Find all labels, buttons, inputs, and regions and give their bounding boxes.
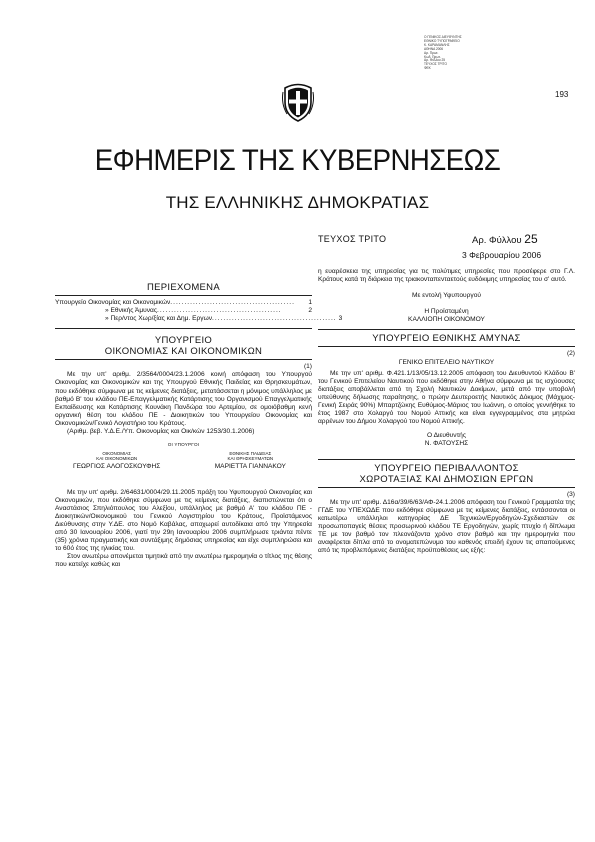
toc-entry: [55, 315, 343, 323]
stamp-line: Αρ. Πρωτ.: [424, 50, 439, 55]
section-heading-ministry-finance: ΥΠΟΥΡΓΕΙΟ: [154, 335, 213, 347]
toc-entry: [55, 307, 312, 315]
toc-leader: ............................................: [157, 307, 282, 315]
divider: [55, 328, 312, 329]
divider: [318, 487, 575, 488]
divider: [318, 459, 575, 460]
section-heading-ministry-defence: ΥΠΟΥΡΓΕΙΟ ΕΘΝΙΚΗΣ ΑΜΥΝΑΣ: [372, 333, 521, 345]
issue-type: ΤΕΥΧΟΣ ΤΡΙΤΟ: [318, 234, 387, 244]
item-number: (1): [303, 363, 312, 371]
sheet-value: 25: [524, 232, 538, 246]
ministers-heading: ΟΙ ΥΠΟΥΡΓΟΙ: [167, 442, 200, 448]
divider: [55, 359, 312, 360]
signature-right: [189, 451, 312, 470]
signatory-name: ΓΕΩΡΓΙΟΣ ΑΛΟΓΟΣΚΟΥΦΗΣ: [72, 462, 161, 470]
signatory-title: ΚΑΙ ΟΙΚΟΝΟΜΙΚΩΝ: [96, 456, 138, 462]
signature-left: [55, 451, 178, 470]
signatory-title: Ο Διευθυντής: [426, 432, 467, 440]
toc-page: 3: [338, 315, 343, 323]
continued-paragraph: η ευαρέσκεια της υπηρεσίας για τις πολύτιμες υπηρεσίες που προσέφερε στο Γ.Λ. Κράτους κατά τη διάρκεια της τριακονταπενταετούς ευδόκιμης υπηρεσίας του σ' αυτό.: [318, 268, 575, 284]
toc-leader: ............................................: [170, 299, 295, 306]
signatory-name: ΜΑΡΙΕΤΤΑ ΓΙΑΝΝΑΚΟΥ: [214, 462, 286, 470]
stamp-line: ΦΕΚ: [424, 66, 431, 71]
signatory-title: ΟΙΚΟΝΟΜΙΑΣ: [102, 451, 131, 457]
issue-date: 3 Φεβρουαρίου 2006: [462, 250, 542, 260]
publisher-stamp: [424, 36, 480, 71]
item-number: (2): [566, 350, 575, 358]
sub-heading: ΓΕΝΙΚΟ ΕΠΙΤΕΛΕΙΟ ΝΑΥΤΙΚΟΥ: [398, 358, 495, 366]
decision-paragraph: Με την υπ' αριθμ. 2/64631/0004/29.11.2005 πράξη του Υφυπουργού Οικονομίας και Οικονομικών, που εκδόθηκε σύμφωνα με τις κείμενες διατάξεις, διαπιστώνεται ότι ο Αναστάσιος Σπηλιόπουλος του Αλεξίου, υπάλληλος με βαθμό Α' του κλάδου ΠΕ - Διοικητικών/Οικονομικού του Γενικού Λογιστηρίου του Κράτους, Προϊστάμενος Διεύθυνσης στην Υ.ΔΕ. στο Νομό Καβάλας, αποχωρεί αυτοδίκαια από την Υπηρεσία από 30 Ιανουαρίου 2006, γιατί την 29η Ιανουαρίου 2006 συμπλήρωσε τριάντα πέντε (35) χρόνια πραγματικής και συντάξιμης δημόσιας υπηρεσίας και είχε συμπληρώσει και το 60ό έτος της ηλικίας του.: [55, 488, 312, 553]
ministers-signatures: [55, 451, 312, 470]
gazette-title: ΕΦΗΜΕΡΙΣ ΤΗΣ ΚΥΒΕΡΝΗΣΕΩΣ: [94, 144, 501, 177]
decision-paragraph: Στον ανωτέρω απονέμεται τιμητικά από την ανωτέρω ημερομηνία ο τίτλος της θέσης που κατείχε καθώς και: [55, 553, 312, 569]
toc-page: 1: [308, 299, 312, 306]
stamp-line: Κ. ΚΑΡΑΜΑΝΛΗΣ: [424, 42, 450, 47]
section-heading-ministry-environment-line2: ΧΩΡΟΤΑΞΙΑΣ ΚΑΙ ΔΗΜΟΣΙΩΝ ΕΡΓΩΝ: [359, 473, 534, 485]
stamp-line: Ο ΓΕΝΙΚΟΣ ΔΙΕΥΘΥΝΤΗΣ: [424, 35, 462, 39]
signatory-title: ΚΑΙ ΘΡΗΣΚΕΥΜΑΤΩΝ: [227, 456, 274, 462]
divider: [55, 295, 312, 296]
decision-paragraph: Με την υπ' αριθμ. Φ.421.1/13/05/13.12.2005 απόφαση του Διευθυντού Κλάδου Β' του Γενικού Επιτελείου Ναυτικού που εκδόθηκε στην Αθήνα σύμφωνα με τις ισχύουσες διατάξεις αποβάλλεται από τη Σχολή Ναυτικών Δοκίμων, μετά από την υποβολή υπεύθυνης δήλωσης παραίτησης, ο πρώην Δευτεροετής Ναυτικός Δόκιμος (Μάχιμος-Γενική Σειράς 90%) Μπαρτζώκης Ευθύμιος-Μάριος του Ιωάννη, ο οποίος γεννήθηκε το έτος 1987 στο Χολαργό του Νομού Αττικής και είναι εγγεγραμμένος στα μητρώα αρρένων του Δήμου Χολαργού του Νομού Αττικής.: [318, 369, 575, 426]
gazette-subtitle: ΤΗΣ ΕΛΛΗΝΙΚΗΣ ΔΗΜΟΚΡΑΤΙΑΣ: [165, 193, 430, 212]
right-column: [318, 268, 575, 555]
divider: [318, 329, 575, 330]
toc-label: Υπουργείο Οικονομίας και Οικονομικών: [55, 299, 171, 306]
page-number: 193: [555, 90, 569, 99]
order-line: Με εντολή Υφυπουργού: [412, 292, 481, 300]
stamp-line: ΕΘΝΙΚΟ ΤΥΠΟΓΡΑΦΕΙΟ: [424, 38, 460, 43]
signatory-title: Η Προϊσταμένη: [424, 308, 469, 316]
toc-leader: ............................................: [212, 315, 337, 323]
sheet-label: Αρ. Φύλλου: [472, 235, 522, 246]
contents-heading: ΠΕΡΙΕΧΟΜΕΝΑ: [147, 282, 220, 293]
item-number: (3): [566, 490, 575, 498]
divider: [318, 346, 575, 347]
signatory-name: Ν. ΦΑΤΟΥΣΗΣ: [424, 440, 469, 448]
section-heading-ministry-environment: ΥΠΟΥΡΓΕΙΟ ΠΕΡΙΒΑΛΛΟΝΤΟΣ: [374, 462, 519, 474]
toc-page: 2: [308, 307, 312, 315]
decision-paragraph: Με την υπ' αριθμ. 2/3564/0004/23.1.2006 κοινή απόφαση του Υπουργού Οικονομίας και Οικονομικών και της Υπουργού Εθνικής Παιδείας και Θρησκευμάτων, που εκδόθηκε σύμφωνα με τις κείμενες διατάξεις, μετατάσσεται η μόνιμος υπάλληλος με βαθμό Β' του κλάδου ΠΕ-Επαγγελματικής Κατάρτισης του Οργανισμού Επαγγελματικής Εκπαίδευσης και Κατάρτισης Κουνάκη Πανδώρα του Αρτεμίου, σε ομοιόβαθμη κενή οργανική θέση του κλάδου ΠΕ - Διοικητικών του Υπουργείου Οικονομίας και Οικονομικών/Γενικό Λογιστήριο του Κράτους.: [55, 371, 312, 427]
left-column: [55, 268, 343, 570]
toc-entry: [55, 299, 312, 307]
toc-label: » Εθνικής Άμυνας: [105, 307, 158, 315]
toc-label: » Περ/ντος Χωρ/ξίας και Δημ. Εργων: [105, 315, 213, 323]
section-heading-ministry-finance-line2: ΟΙΚΟΝΟΜΙΑΣ ΚΑΙ ΟΙΚΟΝΟΜΙΚΩΝ: [104, 346, 263, 358]
stamp-line: Κωδ. Πρωτ.: [424, 54, 441, 59]
decision-reference: (Αριθμ. βεβ. Υ.Δ.Ε./Υπ. Οικονομίας και Οικ/κών 1253/30.1.2006): [67, 428, 255, 436]
signatory-name: ΚΑΛΛΙΟΠΗ ΟΙΚΟΝΟΜΟΥ: [408, 316, 485, 324]
stamp-line: ΑΘΗΝΑ 2006: [424, 46, 444, 51]
greek-coat-of-arms-icon: [281, 82, 315, 122]
decision-paragraph: Με την υπ' αριθμ. Δ16α/39/6/63/ΑΦ-24.1.2006 απόφαση του Γενικού Γραμματέα της ΓΓΔΕ του ΥΠΕΧΩΔΕ που εκδόθηκε σύμφωνα με τις κείμενες διατάξεις, εντάσσονται οι κατωτέρω υπάλληλοι κατηγορίας ΔΕ Τεχνικών/Εργοδηγών-Σχεδιαστών σε προσωποπαγείς θέσεις προσωρινού κλάδου ΤΕ Εργοδηγών, χωρίς πτυχίο ή δίπλωμα ΤΕ με τον βαθμό τον πλεονάζοντα χρόνο στον βαθμό και την ημερομηνία που αναφέρεται δίπλα από το ονοματεπώνυμο του καθενός επειδή έχουν τις απαιτούμενες από τις προβλεπόμενες διατάξεις προϋποθέσεις ως εξής:: [318, 498, 575, 555]
stamp-line: Αρ. Φύλλου 25: [424, 58, 446, 63]
stamp-line: ΤΕΥΧΟΣ ΤΡΙΤΟ: [424, 62, 447, 67]
sheet-number: [472, 234, 538, 246]
signatory-title: ΕΘΝΙΚΗΣ ΠΑΙΔΕΙΑΣ: [229, 451, 272, 457]
